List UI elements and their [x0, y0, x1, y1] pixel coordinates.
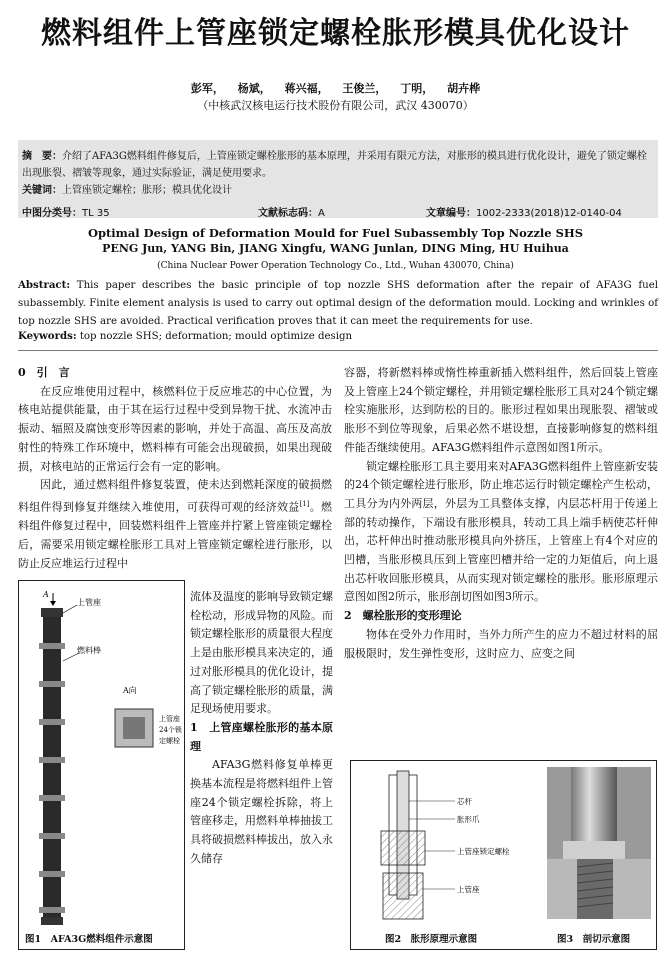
doc-code: 文献标志码：A	[258, 208, 325, 219]
affiliation: （中核武汉核电运行技术股份有限公司，武汉 430070）	[197, 99, 474, 112]
label-fuel-rod: 燃料棒	[77, 646, 101, 655]
english-title: Optimal Design of Deformation Mould for Fuel Subassembly Top Nozzle SHS	[87, 226, 584, 240]
section-0-heading: 0 引 言	[18, 366, 70, 379]
label-locking-bolt: 上管座锁定螺栓	[457, 847, 510, 856]
keywords-cn	[18, 182, 658, 199]
label-claw: 胀形爪	[457, 815, 480, 824]
english-abstract: Abstract: This paper describes the basic principle of top nozzle SHS deformation after the repair of AFA3G fuel subassembly. Finite element analysis is used to carry out optimal design of the deformation mould. Locking and wrinkles of top nozzle SHS are avoided. Practical verification proves that it can meet the requirements for use.	[18, 279, 658, 327]
figure-3-photo	[547, 767, 651, 919]
class-number: 中图分类号：TL 35	[22, 208, 110, 219]
paragraph-2: 因此，通过燃料组件修复装置，使未达到燃耗深度的破损燃料组件得到修复并继续入堆使用，可获得可观的经济效益[1]。燃料组件修复过程中，回装燃料组件上管座并拧紧上管座锁定螺栓后，需要采用锁定螺栓胀形工具对上管座锁定螺栓进行胀形，以防止反应堆运行过程中	[18, 478, 333, 570]
fuel-assembly-diagram	[19, 581, 184, 949]
paragraph-1: 在反应堆使用过程中，核燃料位于反应堆芯的中心位置，为核电站提供能量，由于其在运行过程中受到异物干扰、水流冲击振动、辐照及腐蚀变形等因素的影响，并处于高温、高压及高放射性的特殊工作环境中，燃料棒有可能会出现破损，如果出现破损，对核电站的正常运行会有一定的影响。	[18, 384, 332, 473]
label-nozzle: 上管座	[457, 885, 480, 894]
top-view-inner	[123, 717, 145, 739]
english-authors: PENG Jun, YANG Bin, JIANG Xingfu, WANG Junlan, DING Ming, HU Huihua	[102, 242, 569, 255]
label-a-view: A向	[123, 686, 137, 695]
figure-3-caption: 图3 剖切示意图	[557, 934, 631, 945]
bottom-nozzle-shape	[41, 917, 63, 925]
english-affiliation: (China Nuclear Power Operation Technology Co., Ltd., Wuhan 430070, China)	[157, 261, 514, 271]
deformation-diagrams	[351, 761, 656, 949]
article-number: 文章编号：1002-2333(2018)12-0140-04	[426, 208, 622, 219]
label-a: A	[43, 590, 49, 599]
abstract-label: 摘 要：	[22, 151, 62, 162]
paragraph-6: 锁定螺栓胀形工具主要用来对AFA3G燃料组件上管座新安装的24个锁定螺栓进行胀形，防止堆芯运行时锁定螺栓产生松动，工具分为内外两层，外层为工具整体支撑，内层芯杆用于传递上部的转动操作，下端设有胀形模具，转动工具上端手柄使芯杆伸出，芯杆伸出时推动胀形模具向外挤压，上管座上有4个对应的凹槽，当胀形模具压到上管座凹槽并给一定的力矩值后，向上退出芯杆收回胀形模具，从而实现对锁定螺栓的胀形。胀形原理示意图如图2所示，胀形剖切图如图3所示。	[344, 459, 658, 604]
label-bolts-2: 24个锁	[159, 726, 182, 734]
label-bolts-3: 定螺栓	[159, 737, 180, 745]
left-column-narrow	[190, 588, 333, 869]
right-column	[344, 364, 658, 663]
figures-2-3	[350, 760, 657, 950]
keywords-label: 关键词：	[22, 185, 62, 196]
paragraph-7: 物体在受外力作用时，当外力所产生的应力不超过材料的屈服极限时，发生弹性变形，这时应力、应变之间	[344, 627, 658, 660]
english-keywords: Keywords: top nozzle SHS; deformation; mould optimize design	[18, 330, 353, 342]
classification-row	[18, 202, 658, 218]
paper-title: 燃料组件上管座锁定螺栓胀形模具优化设计	[41, 16, 630, 51]
divider	[18, 350, 658, 351]
arrow-head	[50, 601, 56, 606]
paragraph-5: 容器，将新燃料棒或惰性棒重新插入燃料组件，然后回装上管座及上管座上24个锁定螺栓，并用锁定螺栓胀形工具对24个锁定螺栓实施胀形，达到防松的目的。胀形过程如果出现胀裂、褶皱或胀形不到位等现象，后果必然不堪设想，直接影响修复的燃料组件能否继续使用。AFA3G燃料组件示意图如图1所示。	[344, 366, 658, 454]
figure-2-drawing	[381, 771, 455, 919]
label-bolts-1: 上管座	[159, 715, 180, 723]
abstract-cn	[18, 140, 658, 182]
left-column	[18, 364, 332, 573]
authors: 彭军， 杨斌， 蒋兴福， 王俊兰， 丁明， 胡卉桦	[190, 82, 481, 95]
keywords-text: 上管座锁定螺栓；胀形；模具优化设计	[62, 185, 232, 196]
section-1-heading: 1 上管座螺栓胀形的基本原理	[190, 720, 333, 753]
top-nozzle-shape	[41, 608, 63, 617]
abstract-text: 介绍了AFA3G燃料组件修复后，上管座锁定螺栓胀形的基本原理，并采用有限元方法，对胀形的模具进行优化设计，避免了锁定螺栓出现胀裂、褶皱等现象，通过实际验证，满足使用要求。	[22, 151, 647, 179]
paragraph-4: AFA3G燃料修复单棒更换基本流程是将燃料组件上管座24个锁定螺栓拆除，将上管座移走，用燃料单棒抽拔工具将破损燃料棒拔出，放入永久储存	[190, 758, 333, 865]
figure-2-caption: 图2 胀形原理示意图	[385, 934, 478, 945]
figure-1	[18, 580, 185, 950]
label-top-nozzle: 上管座	[77, 598, 101, 607]
label-core-rod: 芯杆	[457, 797, 472, 806]
section-2-heading: 2 螺栓胀形的变形理论	[344, 609, 462, 623]
paragraph-3: 流体及温度的影响导致锁定螺栓松动，形成异物的风险。而锁定螺栓胀形的质量很大程度上是由胀形模具来决定的，通过对胀形模具的优化设计，提高了锁定螺栓胀形的质量，满足现场使用要求。	[190, 590, 333, 716]
figure-1-caption: 图1 AFA3G燃料组件示意图	[25, 934, 153, 945]
